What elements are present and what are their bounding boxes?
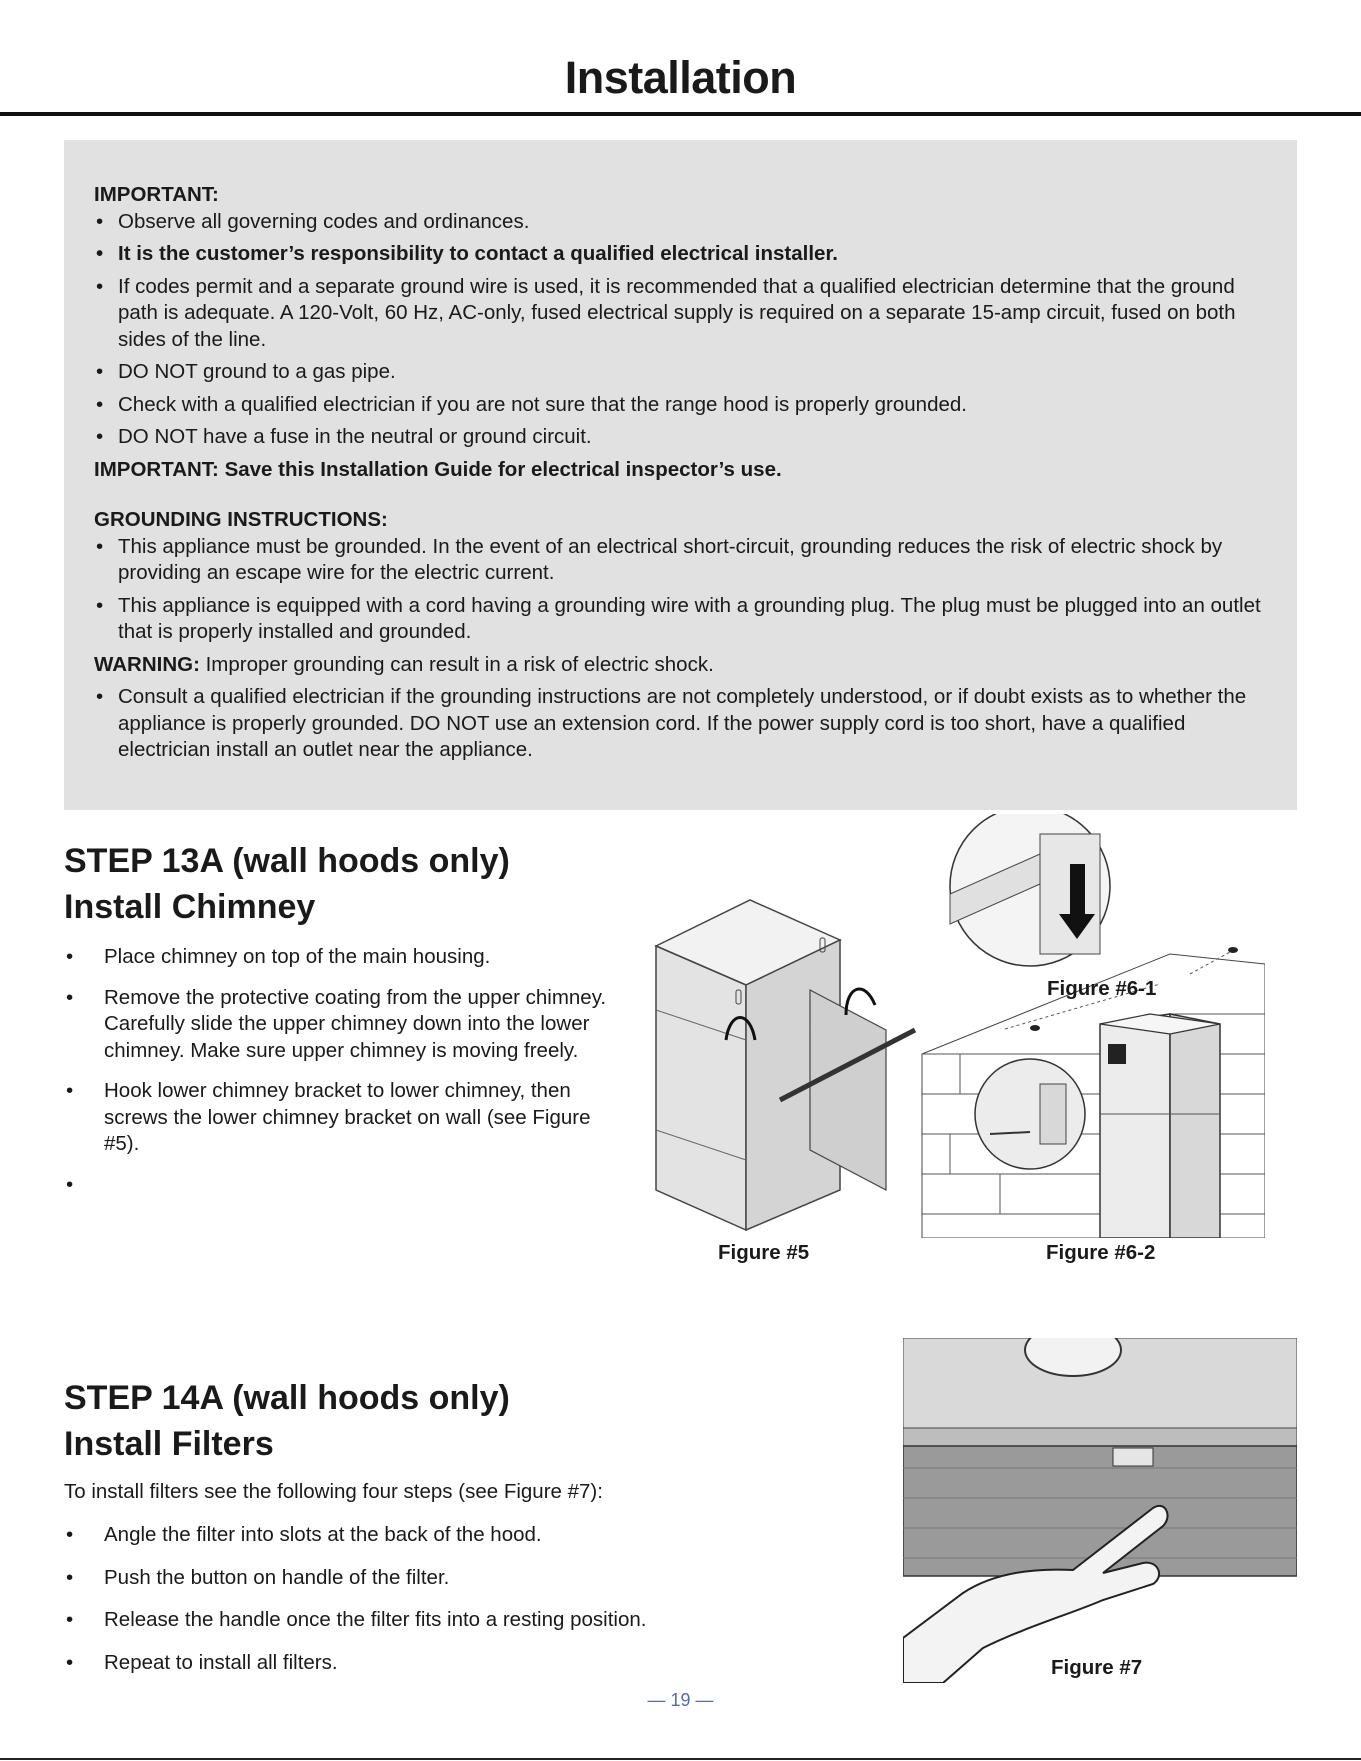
important-list — [94, 209, 1274, 451]
figure-6-2-label: Figure #6-2 — [1046, 1241, 1156, 1264]
step14-intro: To install filters see the following four steps (see Figure #7): — [64, 1480, 603, 1503]
page-title: Installation — [564, 52, 797, 103]
important-heading: IMPORTANT: — [94, 183, 219, 206]
figure-5-label: Figure #5 — [718, 1241, 810, 1264]
figure-6-1-label: Figure #6-1 — [1047, 977, 1157, 1000]
figure-7-label: Figure #7 — [1051, 1656, 1143, 1679]
important-box — [64, 140, 1297, 810]
title-rule — [0, 112, 1361, 116]
list-item: • Place chimney on top of the main housing. — [64, 944, 624, 971]
warning-line — [94, 652, 1274, 679]
list-item: • Release the handle once the filter fits into a resting position. — [64, 1607, 764, 1634]
step13-subheading: Install Chimney — [64, 888, 316, 926]
list-item: • Observe all governing codes and ordinances. — [94, 209, 1274, 236]
important-content — [94, 182, 1274, 770]
step13-heading: STEP 13A (wall hoods only) — [64, 842, 510, 880]
list-item: • DO NOT have a fuse in the neutral or ground circuit. — [94, 424, 1274, 451]
list-item: • If codes permit and a separate ground wire is used, it is recommended that a qualified electrician determine that the ground path is adequate. A 120-Volt, 60 Hz, AC-only, fused electrical supply is required on a separate 15-amp circuit, fused on both sides of the line. — [94, 274, 1274, 354]
step14-subheading: Install Filters — [64, 1425, 274, 1463]
step13-list — [64, 944, 624, 1172]
list-item: • Consult a qualified electrician if the grounding instructions are not completely understood, or if doubt exists as to whether the appliance is properly grounded. DO NOT use an extension cord. If the power supply cord is too short, have a qualified electrician install an outlet near the appliance. — [94, 684, 1274, 764]
figure-6-illustration — [920, 814, 1265, 1238]
grounding-final-list — [94, 684, 1274, 764]
warning-text: Improper grounding can result in a risk of electric shock. — [199, 652, 714, 676]
grounding-heading: GROUNDING INSTRUCTIONS: — [94, 508, 388, 531]
list-item: • It is the customer’s responsibility to contact a qualified electrical installer. — [94, 241, 1274, 268]
list-item: • This appliance must be grounded. In the event of an electrical short-circuit, grounding reduces the risk of electric shock by providing an escape wire for the electric current. — [94, 534, 1274, 587]
list-item: • DO NOT ground to a gas pipe. — [94, 359, 1274, 386]
list-item: • Repeat to install all filters. — [64, 1650, 764, 1677]
figure-5-illustration — [650, 890, 930, 1240]
warning-label: WARNING: — [94, 652, 200, 676]
grounding-list — [94, 534, 1274, 646]
bottom-rule — [0, 1758, 1361, 1760]
step14-heading: STEP 14A (wall hoods only) — [64, 1379, 510, 1417]
page-number: — 19 — — [647, 1690, 714, 1710]
list-item: • Remove the protective coating from the upper chimney. Carefully slide the upper chimney down into the lower chimney. Make sure upper chimney is moving freely. — [64, 985, 624, 1065]
figure-7-illustration — [903, 1338, 1297, 1683]
list-item: • Push the button on handle of the filter. — [64, 1565, 764, 1592]
save-note: IMPORTANT: Save this Installation Guide for electrical inspector’s use. — [94, 457, 782, 481]
list-item: • Angle the filter into slots at the back of the hood. — [64, 1522, 764, 1549]
list-item: • Hook lower chimney bracket to lower chimney, then screws the lower chimney bracket on wall (see Figure #5). — [64, 1078, 624, 1158]
step14-list — [64, 1522, 764, 1690]
list-item: • This appliance is equipped with a cord having a grounding wire with a grounding plug. The plug must be plugged into an outlet that is properly installed and grounded. — [94, 593, 1274, 646]
list-item: • Check with a qualified electrician if you are not sure that the range hood is properly grounded. — [94, 392, 1274, 419]
